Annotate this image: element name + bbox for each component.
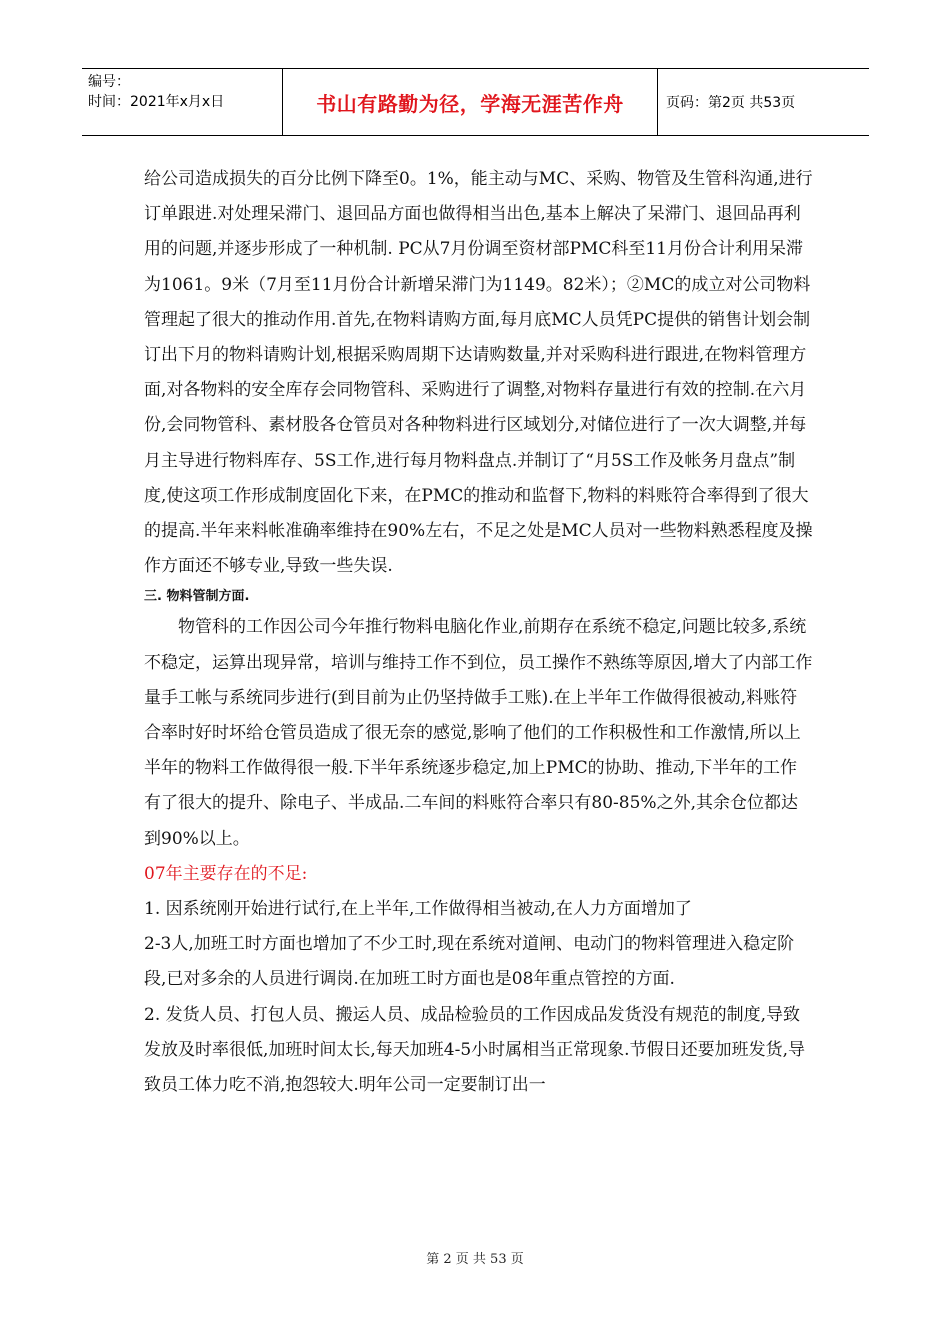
time-label: 时间：2021年x月x日 xyxy=(88,94,225,110)
document-body xyxy=(144,162,814,1103)
header-motto: 书山有路勤为径，学海无涯苦作舟 xyxy=(283,69,658,135)
header-meta xyxy=(82,69,283,135)
deficiency-heading: 07年主要存在的不足: xyxy=(144,863,308,884)
header-page-info: 页码：第2页 共53页 xyxy=(666,95,796,111)
paragraph-material-control: 物管科的工作因公司今年推行物料电脑化作业,前期存在系统不稳定,问题比较多,系统不稳定，运算出现异常，培训与维持工作不到位，员工操作不熟练等原因,增大了内部工作量手工帐与系统同步进行(到目前为止仍坚持做手工账).在上半年工作做得很被动,料账符合率时好时坏给仓管员造成了很无奈的感觉,影响了他们的工作积极性和工作激情,所以上半年的物料工作做得很一般.下半年系统逐步稳定,加上PMC的协助、推动,下半年的工作有了很大的提升、除电子、半成品.二车间的料账符合率只有80-85%之外,其余仓位都达到90%以上。 xyxy=(144,617,813,849)
section-title-material-control: 三. 物料管制方面. xyxy=(144,589,250,605)
list-item-1-rest: 2-3人,加班工时方面也增加了不少工时,现在系统对道闸、电动门的物料管理进入稳定阶段,已对多余的人员进行调岗.在加班工时方面也是08年重点管控的方面. xyxy=(144,934,795,990)
code-label: 编号： xyxy=(88,74,130,90)
list-item-2: 2. 发货人员、打包人员、搬运人员、成品检验员的工作因成品发货没有规范的制度,导致发放及时率很低,加班时间太长,每天加班4-5小时属相当正常现象.节假日还要加班发货,导致员工体力吃不消,抱怨较大.明年公司一定要制订出一 xyxy=(144,1004,805,1096)
paragraph-continuation: 给公司造成损失的百分比例下降至0。1%，能主动与MC、采购、物管及生管科沟通,进行订单跟进.对处理呆滞门、退回品方面也做得相当出色,基本上解决了呆滞门、退回品再利用的问题,并逐步形成了一种机制. PC从7月份调至资材部PMC科至11月份合计利用呆滞为1061。9米（7月至11月份合计新增呆滞门为1149。82米）；②MC的成立对公司物料管理起了很大的推动作用.首先,在物料请购方面,每月底MC人员凭PC提供的销售计划会制订出下月的物料请购计划,根据采购周期下达请购数量,并对采购科进行跟进,在物料管理方面,对各物料的安全库存会同物管科、采购进行了调整,对物料存量进行有效的控制.在六月份,会同物管科、素材股各仓管员对各种物料进行区域划分,对储位进行了一次大调整,并每月主导进行物料库存、5S工作,进行每月物料盘点.并制订了“月5S工作及帐务月盘点”制度,使这项工作形成制度固化下来，在PMC的推动和监督下,物料的料账符合率得到了很大的提高.半年来料帐准确率维持在90%左右，不足之处是MC人员对一些物料熟悉程度及操作方面还不够专业,导致一些失误. xyxy=(144,169,813,577)
document-header xyxy=(82,68,869,136)
list-item-1-line1: 1. 因系统刚开始进行试行,在上半年,工作做得相当被动,在人力方面增加了 xyxy=(144,899,692,920)
page-footer: 第 2 页 共 53 页 xyxy=(426,1252,524,1267)
